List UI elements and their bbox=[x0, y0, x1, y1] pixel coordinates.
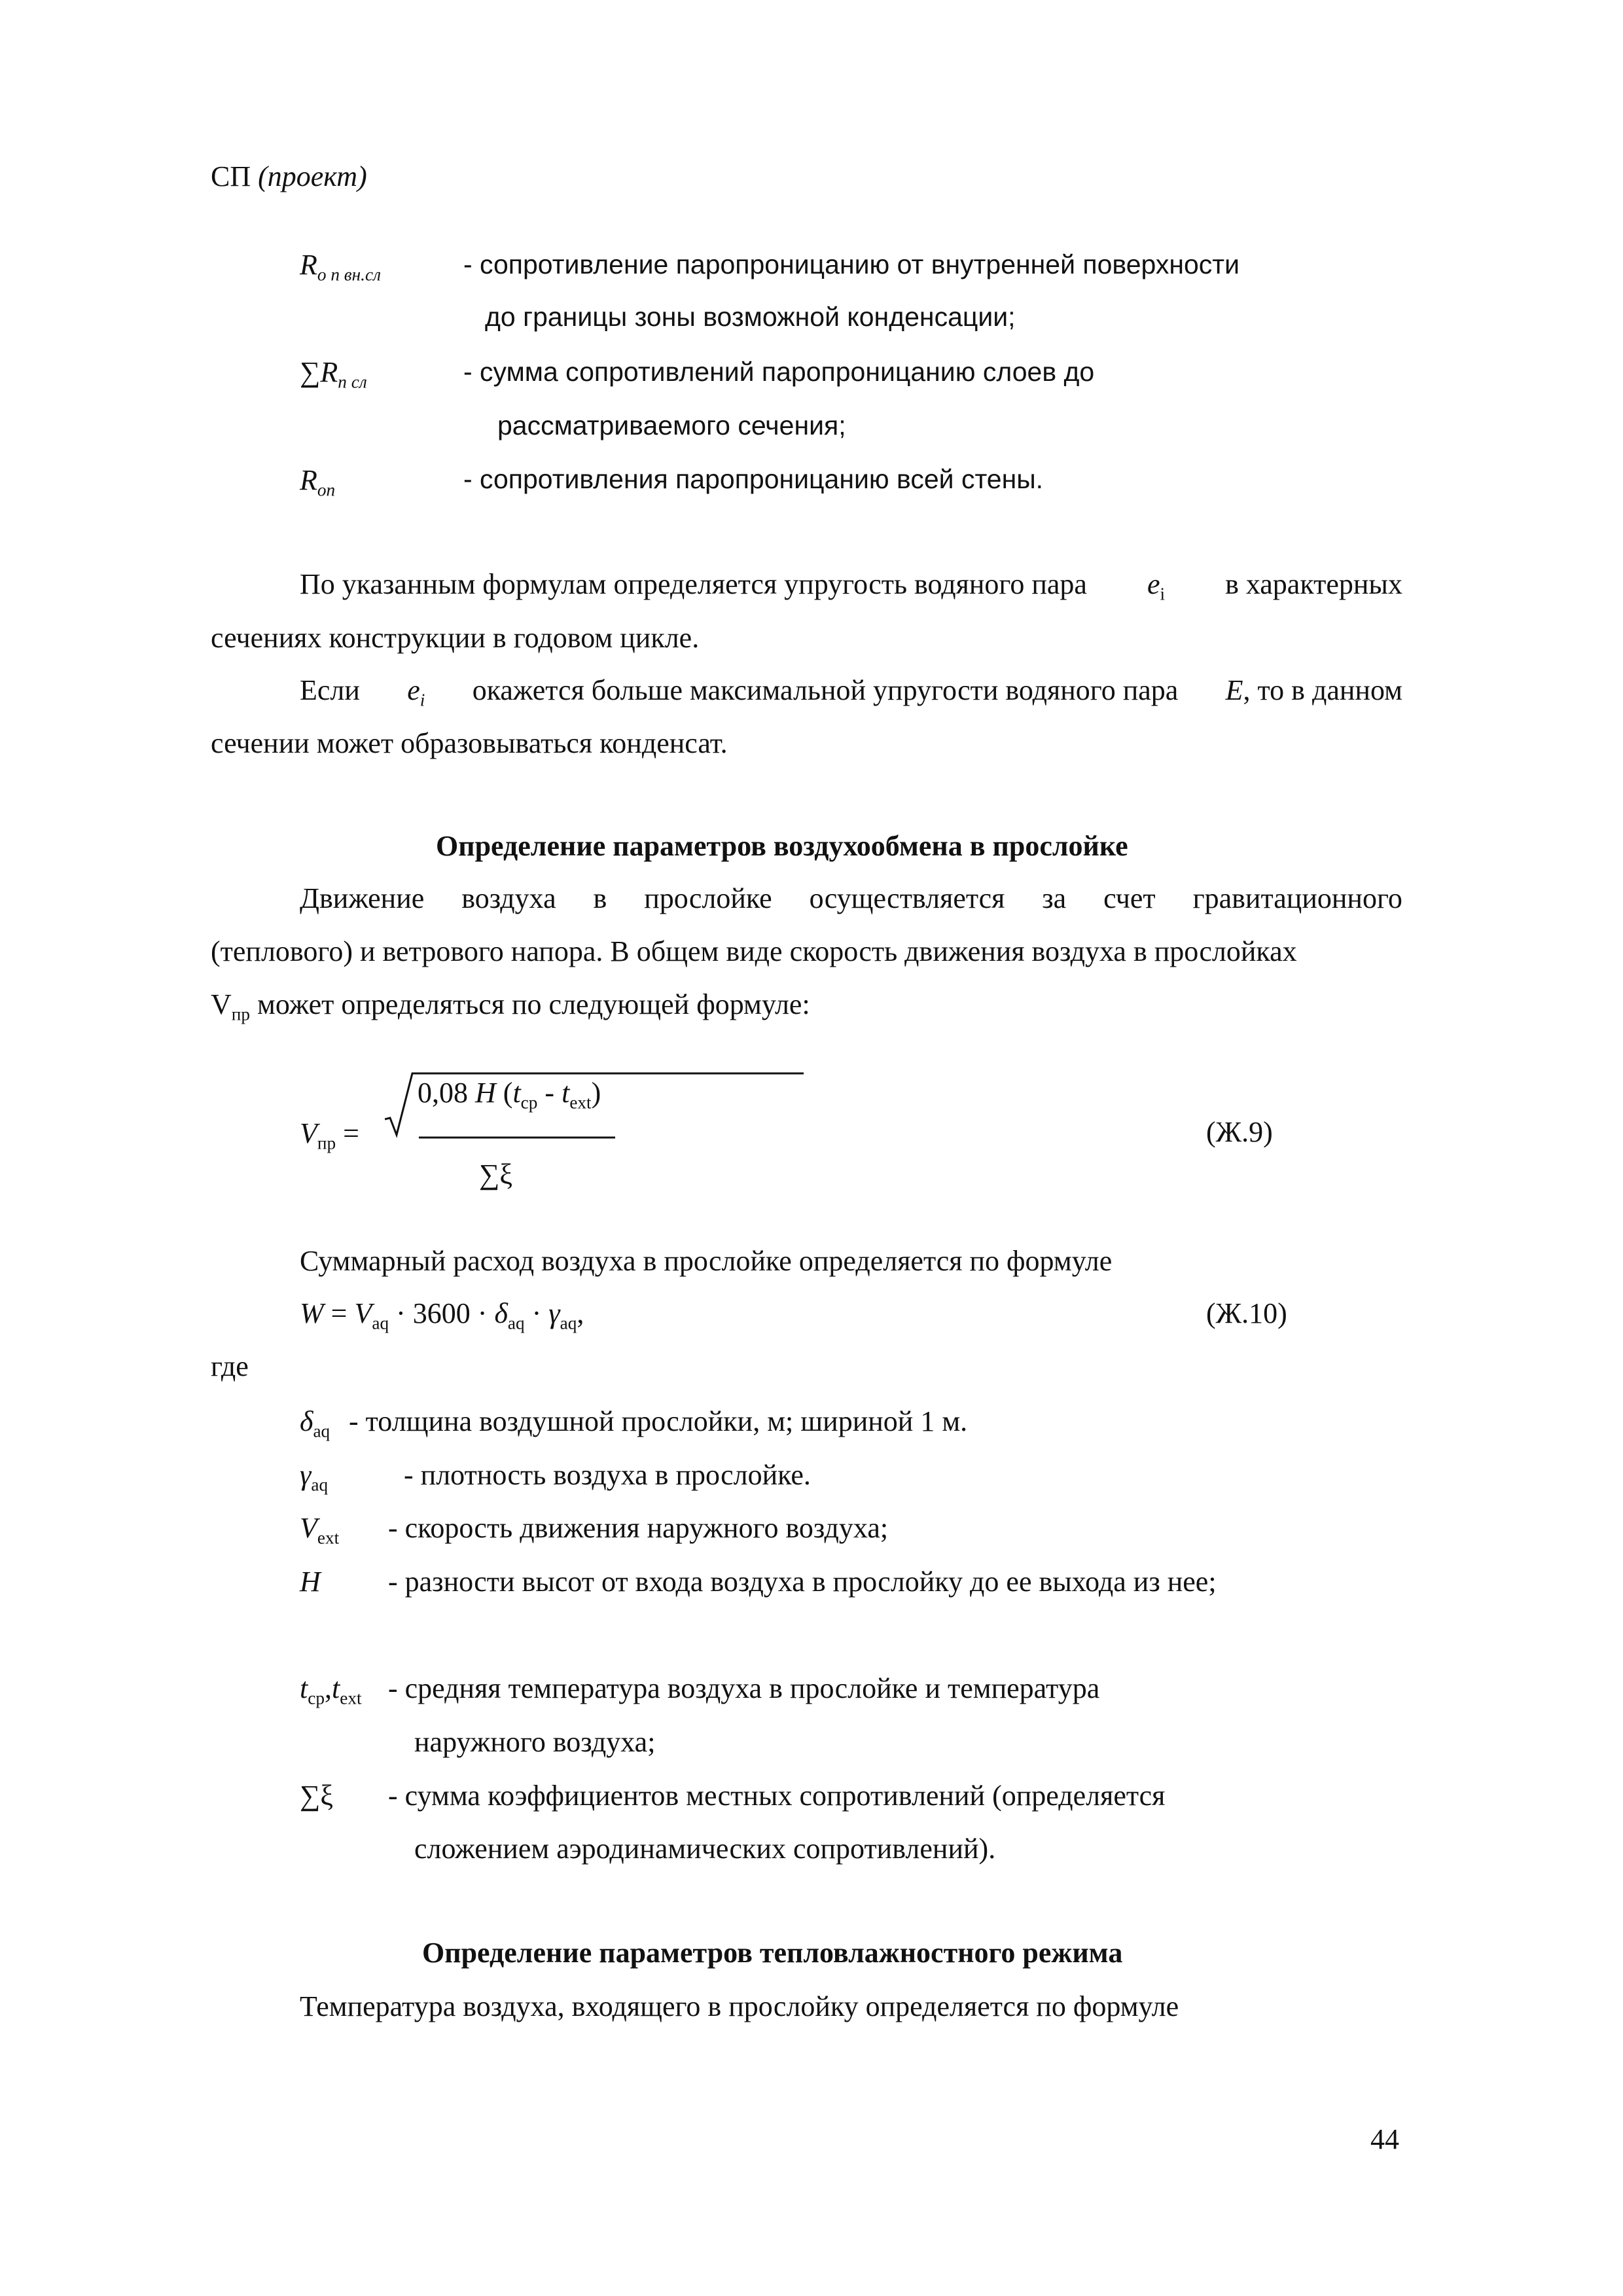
def-text-r-vn-line2: до границы зоны возможной конденсации; bbox=[485, 302, 1016, 332]
def-text-sum-r-line2: рассматриваемого сечения; bbox=[497, 410, 846, 440]
formula-10: $W = V_{aq} \cdot 3600 \cdot \delta_{aq} \cdot \gamma_{aq}$, bbox=[300, 1297, 584, 1333]
def-text-r-op: - сопротивления паропроницанию всей стены. bbox=[463, 464, 1044, 494]
def-symbol-r-vn: $R_{о п вн.сл}$ bbox=[300, 249, 381, 285]
document-header bbox=[211, 162, 367, 191]
where-label: где bbox=[211, 1350, 249, 1382]
paragraph-2-line1: Если $e_i$ окажется больше максимальной упругости водяного пара E, то в данном bbox=[300, 674, 1402, 710]
def-text-sum-xi-line1: - сумма коэффициентов местных сопротивлений (определяется bbox=[388, 1780, 1166, 1812]
def-symbol-delta: $\delta_{aq}$ bbox=[300, 1405, 330, 1441]
def-text-v-ext: - скорость движения наружного воздуха; bbox=[388, 1512, 889, 1544]
section-heading-air-exchange: Определение параметров воздухообмена в прослойке bbox=[436, 830, 1128, 862]
def-text-h: - разности высот от входа воздуха в прослойку до ее выхода из нее; bbox=[388, 1566, 1217, 1598]
def-symbol-v-ext: $V_{ext}$ bbox=[300, 1512, 340, 1548]
draft-label: (проект) bbox=[258, 160, 367, 192]
section-2-line1: Температура воздуха, входящего в прослойку определяется по формуле bbox=[300, 1990, 1179, 2022]
section-1-line3: $V_{пр}$ может определяться по следующей формуле: bbox=[211, 988, 810, 1024]
section-1-line2: (теплового) и ветрового напора. В общем виде скорость движения воздуха в прослойках bbox=[211, 935, 1297, 967]
def-symbol-t: $t_{ср},t_{ext}$ bbox=[300, 1672, 362, 1708]
formula-9-denominator: ∑ξ bbox=[479, 1158, 512, 1191]
def-text-sum-r-line1: - сумма сопротивлений паропроницанию слоев до bbox=[463, 357, 1095, 387]
document-code: СП bbox=[211, 160, 251, 192]
formula-9-numerator: 0,08 H $(t_{ср} - t_{ext})$ bbox=[418, 1077, 601, 1113]
def-symbol-h: H bbox=[300, 1566, 321, 1598]
formula-9-lhs: $V_{пр}$ = bbox=[300, 1117, 359, 1153]
section-1-line1: Движение воздуха в прослойке осуществляется за счет гравитационного bbox=[300, 882, 1402, 914]
paragraph-2-line2: сечении может образовываться конденсат. bbox=[211, 727, 728, 759]
section-heading-heat-moisture: Определение параметров тепловлажностного режима bbox=[422, 1937, 1123, 1969]
page-number: 44 bbox=[1370, 2123, 1399, 2155]
def-symbol-r-op: $R_{оп}$ bbox=[300, 464, 336, 500]
paragraph-3: Суммарный расход воздуха в прослойке определяется по формуле bbox=[300, 1245, 1113, 1277]
def-text-r-vn-line1: - сопротивление паропроницанию от внутренней поверхности bbox=[463, 249, 1240, 279]
formula-10-number: (Ж.10) bbox=[1206, 1297, 1287, 1329]
formula-9-number: (Ж.9) bbox=[1206, 1116, 1273, 1148]
def-symbol-gamma: $\gamma_{aq}$ bbox=[300, 1459, 329, 1495]
def-text-delta: - толщина воздушной прослойки, м; шириной 1 м. bbox=[349, 1405, 968, 1437]
def-symbol-sum-r: $\sum R_{п сл}$ bbox=[300, 356, 367, 392]
def-text-t-line2: наружного воздуха; bbox=[414, 1726, 656, 1758]
paragraph-1-line1: По указанным формулам определяется упругость водяного пара $e_i$ в характерных bbox=[300, 568, 1402, 604]
def-text-t-line1: - средняя температура воздуха в прослойке и температура bbox=[388, 1672, 1100, 1704]
paragraph-1-line2: сечениях конструкции в годовом цикле. bbox=[211, 622, 700, 654]
def-text-gamma: - плотность воздуха в прослойке. bbox=[404, 1459, 811, 1491]
def-text-sum-xi-line2: сложением аэродинамических сопротивлений). bbox=[414, 1833, 996, 1865]
def-symbol-sum-xi: ∑ξ bbox=[300, 1780, 333, 1812]
